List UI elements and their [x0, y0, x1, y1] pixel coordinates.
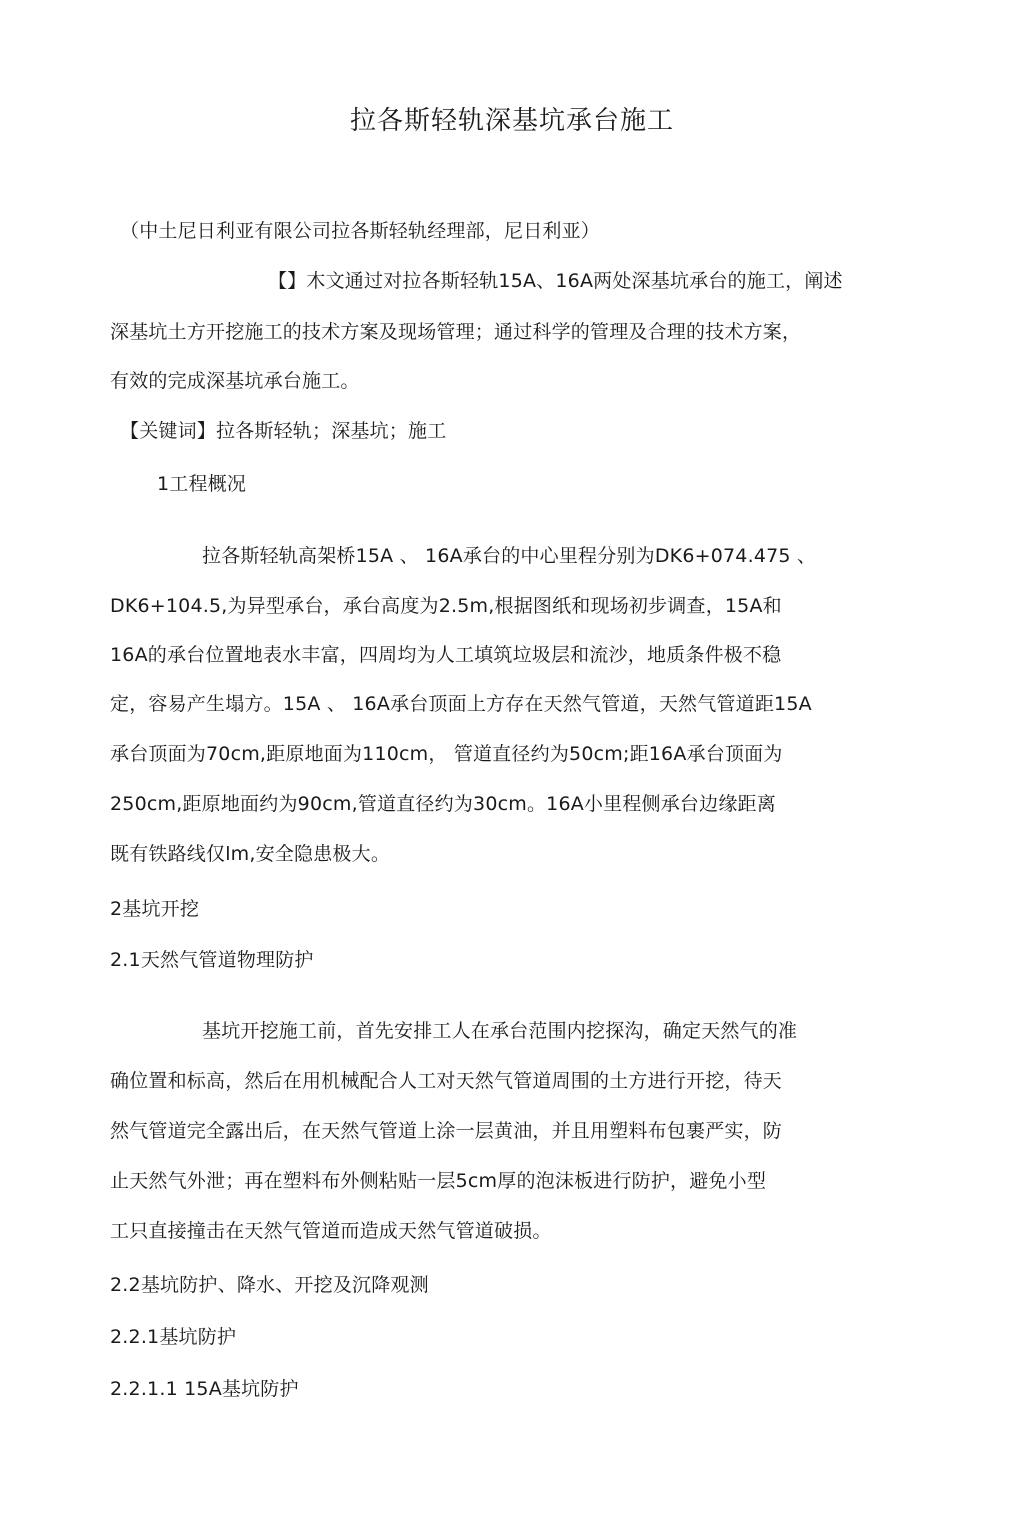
section-heading: 1工程概况 — [157, 473, 247, 495]
paragraph-line: 250cm,距原地面约为90cm,管道直径约为30cm。16A小里程侧承台边缘距离 — [110, 793, 776, 815]
abstract-line: 有效的完成深基坑承台施工。 — [110, 370, 360, 392]
subsection-heading: 2.2.1基坑防护 — [110, 1326, 237, 1348]
keywords: 【关键词】拉各斯轻轨；深基坑；施工 — [120, 420, 447, 442]
abstract-line: 【】木文通过对拉各斯轻轨15A、16A两处深基坑承台的施工，阐述 — [268, 270, 843, 292]
subsection-heading: 2.2.1.1 15A基坑防护 — [110, 1378, 299, 1400]
paragraph-line: 定，容易产生塌方。15A 、 16A承台顶面上方存在天然气管道，天然气管道距15A — [110, 693, 812, 715]
paragraph-line: 承台顶面为70cm,距原地面为110cm， 管道直径约为50cm;距16A承台顶面为 — [110, 743, 783, 765]
paragraph-line: 止天然气外泄；再在塑料布外侧粘贴一层5cm厚的泡沫板进行防护，避免小型 — [110, 1170, 767, 1192]
abstract-line: 深基坑土方开挖施工的技术方案及现场管理；通过科学的管理及合理的技术方案， — [110, 321, 802, 343]
paragraph-line: 拉各斯轻轨高架桥15A 、 16A承台的中心里程分别为DK6+074.475 、 — [202, 545, 817, 567]
paragraph-line: 确位置和标高，然后在用机械配合人工对天然气管道周围的土方进行开挖，待天 — [110, 1070, 783, 1092]
paragraph-line: 工只直接撞击在天然气管道而造成天然气管道破损。 — [110, 1220, 552, 1242]
paragraph-line: DK6+104.5,为异型承台，承台高度为2.5m,根据图纸和现场初步调查，15A和 — [110, 595, 782, 617]
document-title: 拉各斯轻轨深基坑承台施工 — [349, 106, 674, 136]
paragraph-line: 然气管道完全露出后，在天然气管道上涂一层黄油，并且用塑料布包裹严实，防 — [110, 1120, 783, 1142]
paragraph-line: 基坑开挖施工前，首先安排工人在承台范围内挖探沟，确定天然气的准 — [202, 1020, 798, 1042]
subsection-heading: 2.2基坑防护、降水、开挖及沉降观测 — [110, 1274, 429, 1296]
paragraph-line: 既有铁路线仅lm,安全隐患极大。 — [110, 843, 391, 865]
subsection-heading: 2.1天然气管道物理防护 — [110, 949, 314, 971]
affiliation: （中土尼日利亚有限公司拉各斯轻轨经理部，尼日利亚） — [120, 220, 601, 242]
paragraph-line: 16A的承台位置地表水丰富，四周均为人工填筑垃圾层和流沙，地质条件极不稳 — [110, 644, 782, 666]
section-heading: 2基坑开挖 — [110, 898, 200, 920]
